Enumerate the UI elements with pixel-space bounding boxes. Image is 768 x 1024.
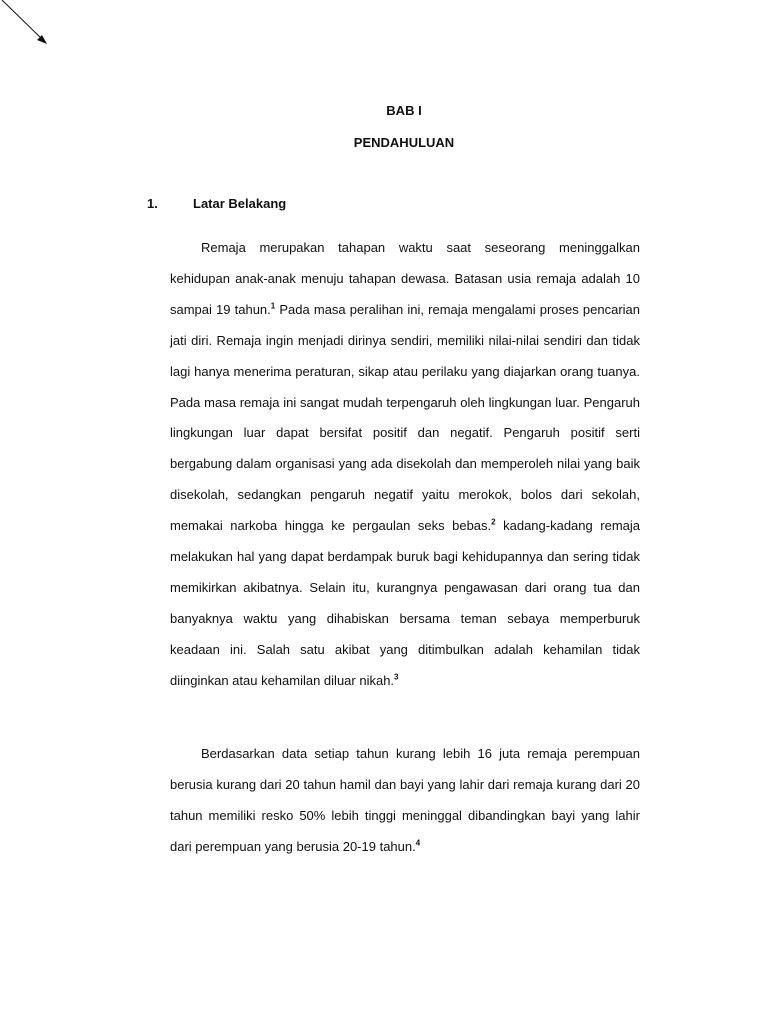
- footnote-ref: 3: [394, 672, 399, 682]
- footnote-ref: 2: [491, 517, 496, 527]
- paragraph-text: Berdasarkan data setiap tahun kurang lebih 16 juta remaja perempuan berusia kurang dari 20 tahun hamil dan bayi yang lahir dari remaja kurang dari 20 tahun memiliki resko 50% lebih tinggi meninggal dibandingkan bayi yang lahir dari perempuan yang berusia 20-19 tahun.: [170, 746, 640, 854]
- section-title: Latar Belakang: [193, 196, 287, 211]
- paragraph-text: Remaja merupakan tahapan waktu saat seseorang meninggalkan kehidupan anak-anak menuju tahapan dewasa. Batasan usia remaja adalah 10 sampai 19 tahun.: [170, 240, 640, 317]
- chapter-heading: BAB I: [386, 103, 422, 118]
- paragraph-1: [170, 233, 640, 697]
- paragraph-text: kadang-kadang remaja melakukan hal yang dapat berdampak buruk bagi kehidupannya dan sering tidak memikirkan akibatnya. Selain itu, kurangnya pengawasan dari orang tua dan banyaknya waktu yang dihabiskan bersama teman sebaya memperburuk keadaan ini. Salah satu akibat yang ditimbulkan adalah kehamilan tidak diinginkan atau kehamilan diluar nikah.: [170, 518, 640, 688]
- section-heading: [147, 196, 286, 211]
- section-number: 1.: [147, 196, 158, 211]
- paragraph-text: Pada masa peralihan ini, remaja mengalami proses pencarian jati diri. Remaja ingin menjadi dirinya sendiri, memiliki nilai-nilai sendiri dan tidak lagi hanya menerima peraturan, sikap atau perilaku yang diajarkan orang tuanya. Pada masa remaja ini sangat mudah terpengaruh oleh lingkungan luar. Pengaruh lingkungan luar dapat bersifat positif dan negatif. Pengaruh positif serti bergabung dalam organisasi yang ada disekolah dan memperoleh nilai yang baik disekolah, sedangkan pengaruh negatif yaitu merokok, bolos dari sekolah, memakai narkoba hingga ke pergaulan seks bebas.: [170, 301, 640, 534]
- chapter-title: PENDAHULUAN: [353, 135, 455, 150]
- footnote-ref: 4: [415, 838, 421, 848]
- paragraph-2: [170, 739, 640, 863]
- footnote-ref: 1: [270, 301, 276, 311]
- arrow-icon: [0, 0, 60, 60]
